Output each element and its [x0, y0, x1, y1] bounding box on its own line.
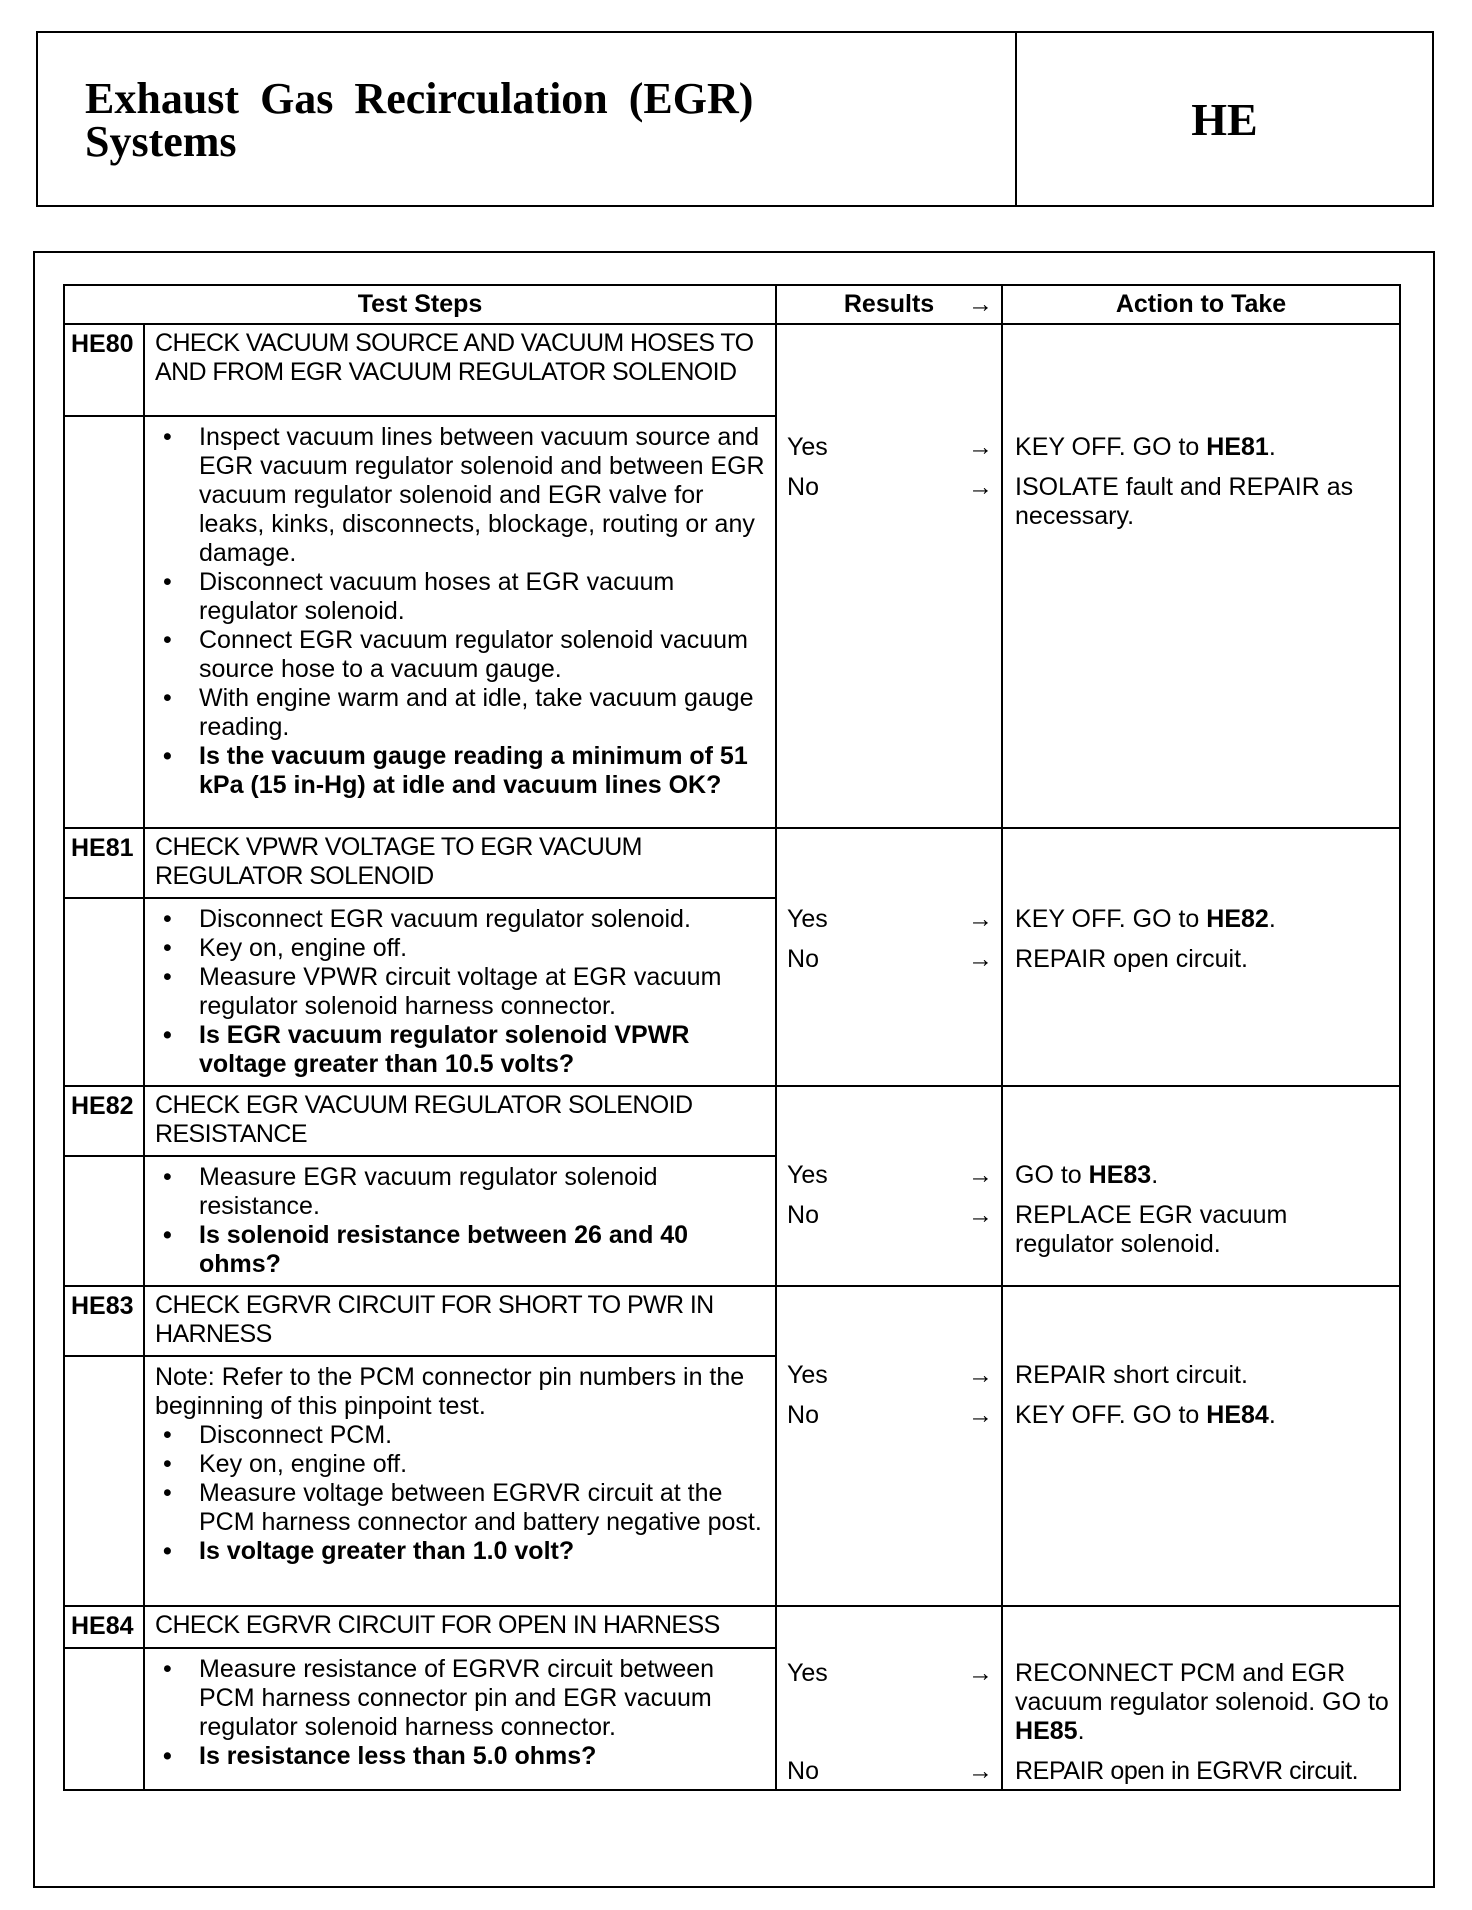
step-heading-row: [64, 828, 1400, 898]
step-actions: [1002, 1086, 1400, 1286]
result-yes: Yes →: [787, 1161, 994, 1189]
step-body: [144, 416, 776, 828]
step-bullet: • Measure resistance of EGRVR circuit between PCM harness connector pin and EGR vacuum regulator solenoid harness connector.: [155, 1655, 767, 1742]
action-yes: KEY OFF. GO to HE81.: [1015, 433, 1276, 461]
col-header-results: [776, 285, 1002, 324]
step-id-blank: [64, 1356, 144, 1606]
title-line-2: Systems: [85, 117, 237, 166]
table-header-row: [64, 285, 1400, 324]
step-body: [144, 1648, 776, 1790]
step-bullet: • Connect EGR vacuum regulator solenoid vacuum source hose to a vacuum gauge.: [155, 626, 767, 684]
step-bullet: • Disconnect vacuum hoses at EGR vacuum regulator solenoid.: [155, 568, 767, 626]
step-heading: CHECK VPWR VOLTAGE TO EGR VACUUM REGULATOR SOLENOID: [144, 828, 776, 898]
step-ref: HE85: [1015, 1717, 1078, 1745]
arrow-icon: →: [968, 1361, 994, 1389]
step-bullet: • Measure voltage between EGRVR circuit at the PCM harness connector and battery negative post.: [155, 1479, 767, 1537]
result-no: No →: [787, 1401, 994, 1429]
col-header-results-label: Results: [843, 290, 935, 318]
result-no: No →: [787, 1201, 994, 1229]
title-line-1: Exhaust Gas Recirculation (EGR): [85, 74, 754, 123]
col-header-test-steps: Test Steps: [64, 285, 776, 324]
step-ref: HE82: [1206, 905, 1269, 933]
step-bullet: • Measure EGR vacuum regulator solenoid resistance.: [155, 1163, 767, 1221]
step-bullet: • Disconnect PCM.: [155, 1421, 767, 1450]
step-ref: HE84: [1206, 1401, 1269, 1429]
step-actions: [1002, 324, 1400, 828]
action-yes: KEY OFF. GO to HE82.: [1015, 905, 1276, 933]
step-question: • Is the vacuum gauge reading a minimum of 51 kPa (15 in-Hg) at idle and vacuum lines OK?: [155, 742, 767, 800]
step-bullet: • Disconnect EGR vacuum regulator solenoid.: [155, 905, 767, 934]
result-yes: Yes →: [787, 1659, 994, 1687]
action-no: ISOLATE fault and REPAIR as necessary.: [1015, 473, 1354, 530]
step-results: [776, 1606, 1002, 1790]
step-heading: CHECK EGR VACUUM REGULATOR SOLENOID RESISTANCE: [144, 1086, 776, 1156]
step-id-blank: [64, 416, 144, 828]
step-results: [776, 1086, 1002, 1286]
step-note: Note: Refer to the PCM connector pin numbers in the beginning of this pinpoint test.: [155, 1363, 745, 1420]
arrow-icon: →: [968, 1401, 994, 1429]
step-results: [776, 1286, 1002, 1606]
step-bullet: • Measure VPWR circuit voltage at EGR vacuum regulator solenoid harness connector.: [155, 963, 767, 1021]
arrow-icon: →: [968, 945, 994, 973]
step-ref: HE83: [1088, 1161, 1152, 1189]
arrow-icon: →: [968, 290, 994, 318]
page-header: [36, 31, 1434, 207]
step-results: [776, 324, 1002, 828]
step-heading-row: [64, 1606, 1400, 1648]
action-yes: GO to HE83.: [1015, 1161, 1159, 1189]
step-actions: [1002, 1606, 1400, 1790]
step-heading-row: [64, 1086, 1400, 1156]
step-body: [144, 1156, 776, 1286]
arrow-icon: →: [968, 905, 994, 933]
result-yes: Yes →: [787, 433, 994, 461]
step-actions: [1002, 1286, 1400, 1606]
step-question: • Is resistance less than 5.0 ohms?: [155, 1742, 767, 1771]
arrow-icon: →: [968, 473, 994, 501]
step-heading: CHECK VACUUM SOURCE AND VACUUM HOSES TO AND FROM EGR VACUUM REGULATOR SOLENOID: [144, 324, 776, 416]
step-id: HE81: [64, 828, 144, 898]
step-id-blank: [64, 1156, 144, 1286]
arrow-icon: →: [968, 433, 994, 461]
action-no: REPAIR open circuit.: [1015, 945, 1248, 973]
step-body: [144, 1356, 776, 1606]
step-bullet: • Key on, engine off.: [155, 1450, 767, 1479]
test-steps-table: [63, 284, 1401, 1791]
step-id-blank: [64, 898, 144, 1086]
step-results: [776, 828, 1002, 1086]
step-ref: HE81: [1206, 433, 1269, 461]
result-no: No →: [787, 945, 994, 973]
step-question: • Is EGR vacuum regulator solenoid VPWR voltage greater than 10.5 volts?: [155, 1021, 767, 1079]
step-heading-row: [64, 324, 1400, 416]
arrow-icon: →: [968, 1659, 994, 1687]
step-heading: CHECK EGRVR CIRCUIT FOR SHORT TO PWR IN HARNESS: [144, 1286, 776, 1356]
result-no: No →: [787, 1757, 994, 1785]
result-yes: Yes →: [787, 1361, 994, 1389]
step-id: HE82: [64, 1086, 144, 1156]
action-yes: REPAIR short circuit.: [1015, 1361, 1248, 1389]
col-header-action: Action to Take: [1002, 285, 1400, 324]
arrow-icon: →: [968, 1161, 994, 1189]
action-yes: RECONNECT PCM and EGR vacuum regulator solenoid. GO to HE85.: [1015, 1659, 1389, 1745]
step-bullet: • With engine warm and at idle, take vacuum gauge reading.: [155, 684, 767, 742]
step-heading-row: [64, 1286, 1400, 1356]
step-heading: CHECK EGRVR CIRCUIT FOR OPEN IN HARNESS: [144, 1606, 776, 1648]
step-actions: [1002, 828, 1400, 1086]
action-no: KEY OFF. GO to HE84.: [1015, 1401, 1276, 1429]
step-question: • Is solenoid resistance between 26 and 40 ohms?: [155, 1221, 767, 1279]
action-no: REPLACE EGR vacuum regulator solenoid.: [1015, 1201, 1288, 1258]
page-title: [85, 74, 1035, 166]
arrow-icon: →: [968, 1757, 994, 1785]
action-no: REPAIR open in EGRVR circuit.: [1015, 1757, 1359, 1785]
arrow-icon: →: [968, 1201, 994, 1229]
step-body: [144, 898, 776, 1086]
section-code: HE: [1191, 93, 1258, 145]
step-question: • Is voltage greater than 1.0 volt?: [155, 1537, 767, 1566]
step-id: HE84: [64, 1606, 144, 1648]
step-id: HE83: [64, 1286, 144, 1356]
step-id: HE80: [64, 324, 144, 416]
result-yes: Yes →: [787, 905, 994, 933]
result-no: No →: [787, 473, 994, 501]
step-bullet: • Inspect vacuum lines between vacuum source and EGR vacuum regulator solenoid and between EGR vacuum regulator solenoid and EGR valve for leaks, kinks, disconnects, blockage, routing or any damage.: [155, 423, 767, 568]
step-bullet: • Key on, engine off.: [155, 934, 767, 963]
step-id-blank: [64, 1648, 144, 1790]
